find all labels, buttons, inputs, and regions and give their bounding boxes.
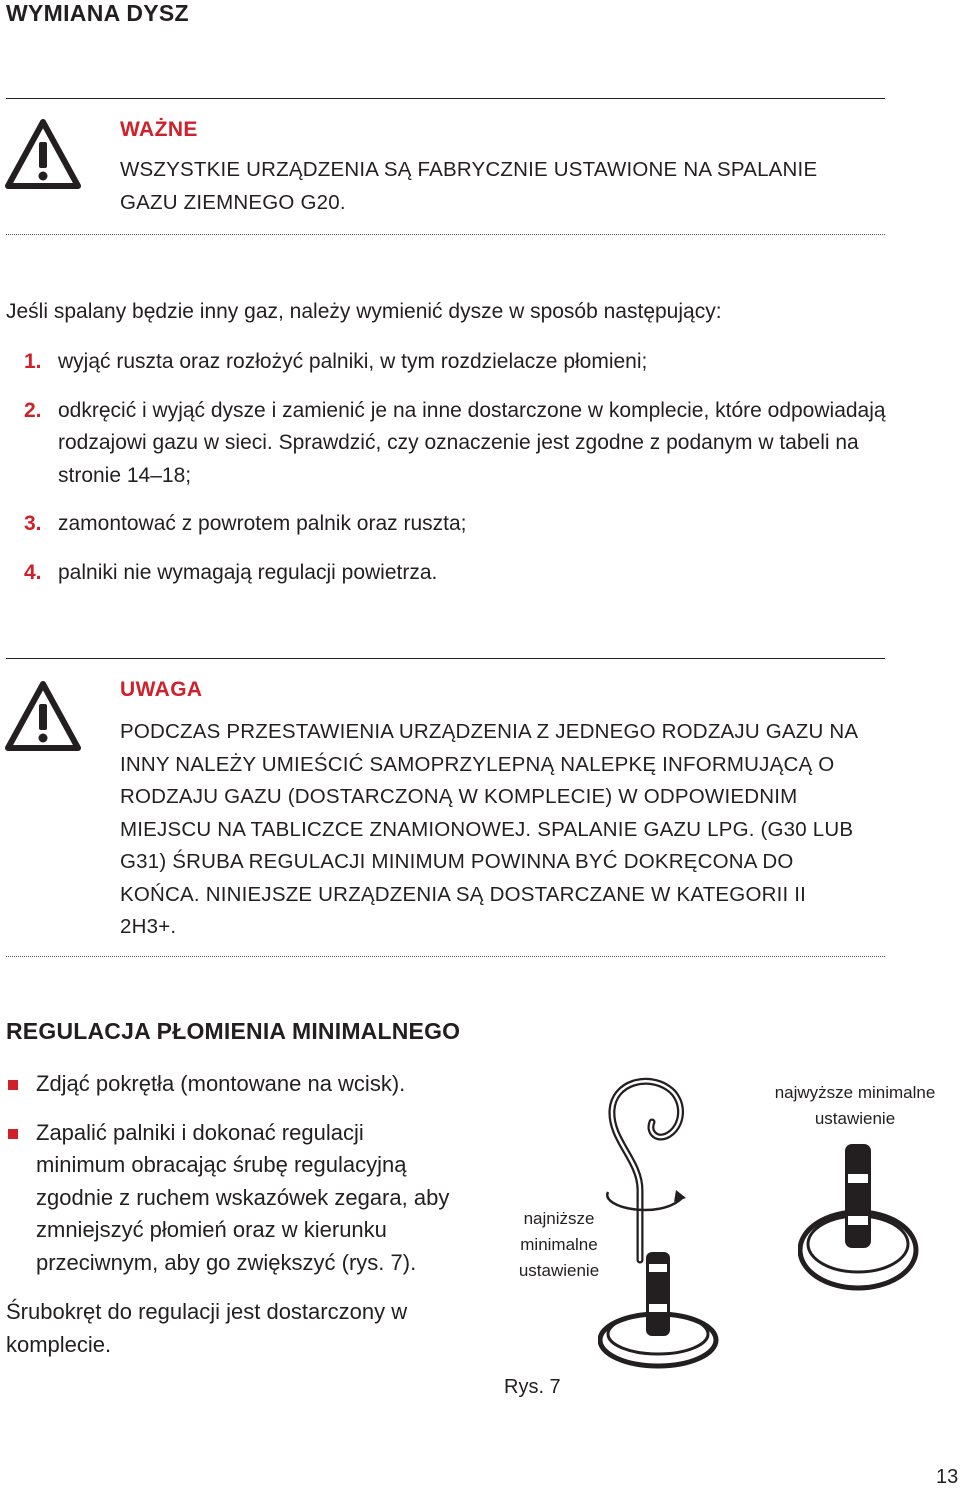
divider: [6, 98, 885, 99]
bullet-text: Zdjąć pokrętła (montowane na wcisk).: [36, 1071, 406, 1096]
steps-list: [6, 346, 886, 605]
list-item: [6, 557, 886, 590]
figure-label-low: najniższe minimalne ustawienie: [518, 1209, 600, 1280]
figure-caption: Rys. 7: [504, 1376, 561, 1398]
important-text: WSZYSTKIE URZĄDZENIA SĄ FABRYCZNIE USTAWIONE NA SPALANIE GAZU ZIEMNEGO G20.: [120, 158, 818, 214]
list-item: [6, 1068, 456, 1101]
step-text: wyjąć ruszta oraz rozłożyć palniki, w tym rozdzielacze płomieni;: [58, 350, 648, 373]
step-number: 2.: [24, 398, 42, 422]
bullet-text: Zapalić palniki i dokonać regulacji minimum obracając śrubę regulacyjną zgodnie z ruchem wskazówek zegara, aby zmniejszyć płomień oraz w kierunku przeciwnym, aby go zwiększyć (rys. 7).: [36, 1119, 450, 1275]
list-item: [6, 395, 886, 493]
step-text: zamontować z powrotem palnik oraz ruszta;: [58, 512, 467, 535]
list-item: [6, 508, 886, 541]
intro-text: Jeśli spalany będzie inny gaz, należy wymienić dysze w sposób następujący:: [6, 300, 722, 323]
section-heading: REGULACJA PŁOMIENIA MINIMALNEGO: [6, 1018, 461, 1044]
important-heading: WAŻNE: [120, 118, 198, 141]
dotted-divider: [6, 234, 885, 235]
step-number: 1.: [24, 350, 42, 373]
warning-triangle-icon: [4, 680, 82, 752]
page-number: 13: [936, 1466, 959, 1488]
step-number: 4.: [24, 560, 42, 584]
bullet-square-icon: [8, 1129, 18, 1139]
warning-triangle-icon: [4, 118, 82, 190]
list-item: [6, 1117, 456, 1280]
list-item: [6, 346, 886, 379]
burner-high-setting-illustration: [798, 1140, 948, 1300]
caution-heading: UWAGA: [120, 678, 203, 701]
step-number: 3.: [24, 512, 42, 535]
bullet-list: [6, 1068, 456, 1295]
note-text: Śrubokręt do regulacji jest dostarczony w komplecie.: [6, 1299, 408, 1357]
figure-label-high: najwyższe minimalne ustawienie: [774, 1083, 936, 1128]
divider: [6, 658, 885, 659]
caution-text: PODCZAS PRZESTAWIENIA URZĄDZENIA Z JEDNEGO RODZAJU GAZU NA INNY NALEŻY UMIEŚCIĆ SAMOPRZYLEPNĄ NALEPKĘ INFORMUJĄCĄ O RODZAJU GAZU (DOSTARCZONĄ W KOMPLECIE) W ODPOWIEDNIM MIEJSCU NA TABLICZCE ZNAMIONOWEJ. SPALANIE GAZU LPG. (G30 LUB G31) ŚRUBA REGULACJI MINIMUM POWINNA BYĆ DOKRĘCONA DO KOŃCA. NINIEJSZE URZĄDZENIA SĄ DOSTARCZANE W KATEGORII II 2H3+.: [120, 720, 858, 938]
step-text: odkręcić i wyjąć dysze i zamienić je na inne dostarczone w komplecie, które odpowiadają rodzajowi gazu w sieci. Sprawdzić, czy oznaczenie jest zgodne z podanym w tabeli na stronie 14–18;: [58, 398, 886, 487]
bullet-square-icon: [8, 1080, 18, 1090]
step-text: palniki nie wymagają regulacji powietrza.: [58, 560, 438, 584]
dotted-divider: [6, 956, 885, 957]
page-title: WYMIANA DYSZ: [6, 0, 189, 26]
